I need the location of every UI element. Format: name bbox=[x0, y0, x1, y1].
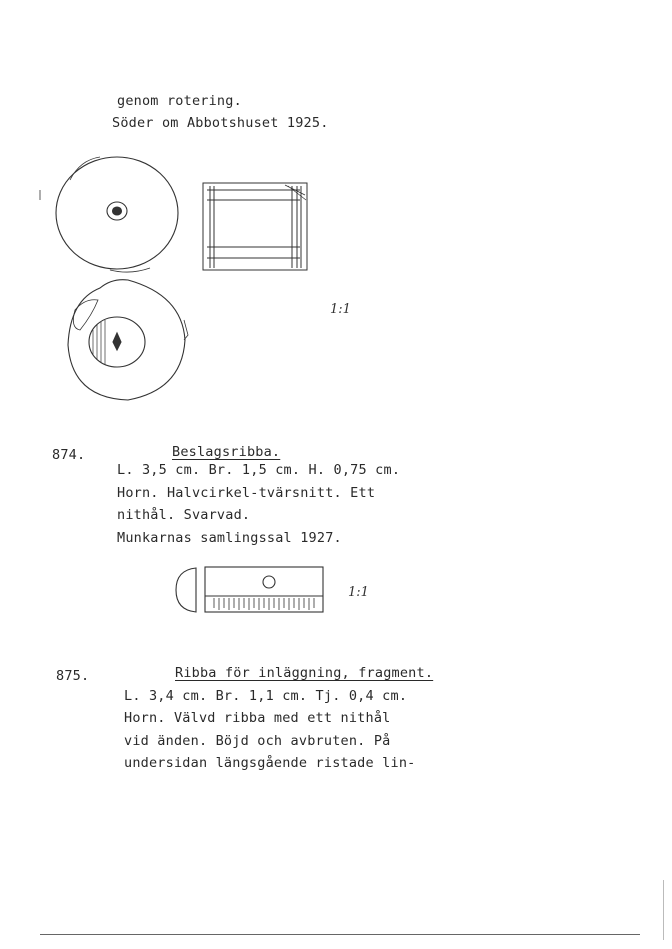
item-875-number: 875. bbox=[56, 668, 90, 684]
item-874-line-3: nithål. Svarvad. bbox=[117, 507, 251, 523]
item-874-number: 874. bbox=[52, 447, 86, 463]
item-875-line-2: Horn. Välvd ribba med ett nithål bbox=[124, 710, 391, 726]
find-location-text: Söder om Abbotshuset 1925. bbox=[112, 115, 329, 131]
item-874-title: Beslagsribba. bbox=[172, 444, 281, 460]
item-875-line-1: L. 3,4 cm. Br. 1,1 cm. Tj. 0,4 cm. bbox=[124, 688, 408, 704]
page-edge bbox=[663, 880, 664, 940]
item-874-line-2: Horn. Halvcirkel-tvärsnitt. Ett bbox=[117, 485, 376, 501]
bottom-rule bbox=[40, 934, 640, 935]
continuation-text: genom rotering. bbox=[117, 93, 242, 109]
item-875-line-4: undersidan längsgående ristade lin- bbox=[124, 755, 416, 771]
item-874-scale: 1:1 bbox=[348, 585, 369, 600]
item-874-line-4: Munkarnas samlingssal 1927. bbox=[117, 530, 342, 546]
item-874-line-1: L. 3,5 cm. Br. 1,5 cm. H. 0,75 cm. bbox=[117, 462, 401, 478]
item-875-line-3: vid änden. Böjd och avbruten. På bbox=[124, 733, 391, 749]
item-875-title: Ribba för inläggning, fragment. bbox=[175, 665, 434, 681]
scale-note-top: 1:1 bbox=[330, 302, 351, 317]
